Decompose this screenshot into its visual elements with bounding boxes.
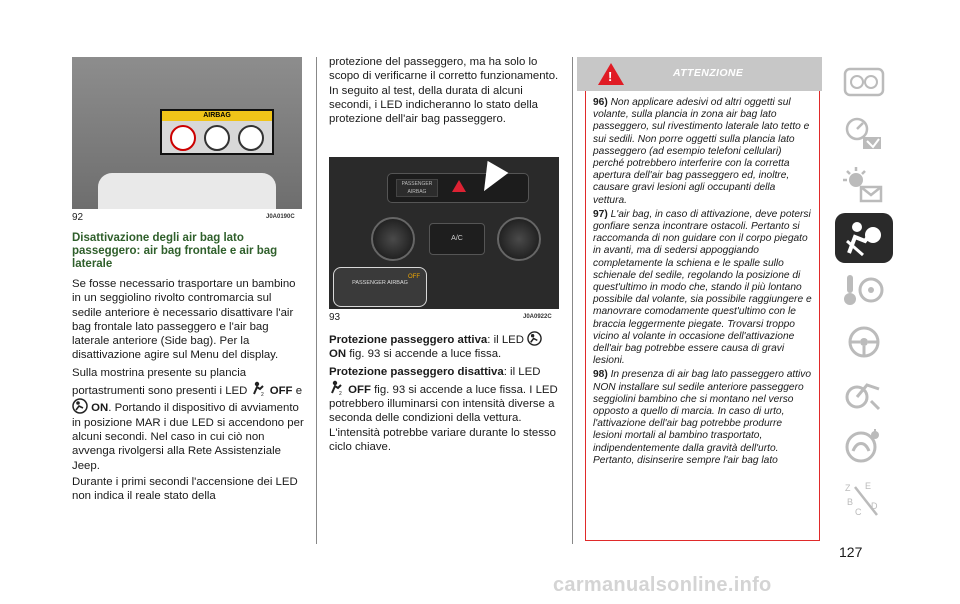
column-divider [572, 57, 573, 544]
paragraph-3: Durante i primi secondi l'accensione dei LED non indica il reale stato della [72, 475, 298, 503]
safety-icon [843, 219, 885, 257]
figure-92-code: J0A0190C [266, 214, 295, 220]
instrument-icon [843, 115, 885, 153]
fan-knob [371, 217, 415, 261]
figure-92-number: 92 [72, 212, 84, 223]
lights-icon [843, 167, 885, 205]
manual-icon [204, 125, 230, 151]
column-divider [316, 57, 317, 544]
tab-service[interactable] [835, 265, 893, 315]
tab-safety[interactable] [835, 213, 893, 263]
attention-box [585, 91, 820, 541]
section-heading: Disattivazione degli air bag lato passeggero: air bag frontale e air bag laterale [72, 232, 278, 270]
svg-text:D: D [871, 501, 878, 511]
attention-item: 97) L'air bag, in caso di attivazione, deve potersi gonfiare senza incontrare ostacoli. Pertanto si raccomanda di non guidare con il corpo piegato in avanti, ma di sedersi appoggiando completamente la schiena e le spalle sullo schienale del sedile, regolando la posizione di quest'ultimo in modo che, stando il più lontano possibile dal volante, sia possibile raggiungere e manovrare comodamente quest'ultimo con le braccia leggermente piegate. Trovarsi troppo vicino al volante in occasione dell'attivazione dell'air bag potrebbe essere causa di gravi lesioni. [593, 208, 812, 367]
hazard-icon [452, 180, 466, 192]
protection-on-text: Protezione passeggero attiva: il LED ON fig. 93 si accende a luce fissa. [329, 331, 561, 362]
figure-93-number: 93 [329, 312, 341, 323]
protection-off-text: Protezione passeggero disattiva: il LED 2 OFF fig. 93 si accende a luce fissa. I LED potrebbero illuminarsi con intensità diverse a seconda delle condizioni della vettura. L'intensità potrebbe variare durante lo stesso ciclo chiave. [329, 365, 558, 454]
ac-button: A/C [429, 223, 485, 255]
svg-text:2: 2 [260, 392, 264, 397]
page-number: 127 [839, 544, 863, 560]
attention-item: 98) In presenza di air bag lato passeggero attivo NON installare sul sedile anteriore passeggero seggiolini bambino che si montano nel verso opposto a quello di marcia. In caso di urto, l'attivazione dell'air bag potrebbe produrre lesioni mortali al bambino trasportato, indipendentemente dalla gravità dell'urto. Pertanto, disinserire sempre l'air bag lato [593, 369, 812, 466]
tab-index[interactable] [835, 473, 893, 523]
middle-top-text: protezione del passeggero, ma ha solo lo scopo di verificarne il corretto funzionamento. In seguito al test, della durata di alcuni secondi, i LED indicheranno lo stato della protezione dell'air bag passeggero. [329, 56, 559, 126]
left-column-text [72, 277, 304, 503]
airbag-off-led-icon [329, 379, 345, 395]
service-icon [843, 271, 885, 309]
led-inset-detail: PASSENGER AIRBAG OFF [333, 267, 427, 307]
child-seat-icon [238, 125, 264, 151]
child-seat-prohibited-icon [170, 125, 196, 151]
tab-emergency[interactable] [835, 369, 893, 419]
tab-multimedia[interactable] [835, 421, 893, 471]
attention-title: ATTENZIONE [673, 67, 744, 79]
tab-steering[interactable] [835, 317, 893, 367]
svg-text:2: 2 [339, 390, 342, 395]
attention-header [577, 57, 822, 91]
dashboard-icon [843, 63, 885, 101]
tab-instruments[interactable] [835, 109, 893, 159]
svg-text:C: C [855, 507, 862, 517]
steering-icon [843, 323, 885, 361]
figure-93-code: J0A0922C [523, 314, 552, 320]
tab-lights[interactable] [835, 161, 893, 211]
airbag-on-led-icon [527, 331, 542, 346]
airbag-on-led-icon [72, 398, 88, 414]
led-description [329, 331, 561, 454]
airbag-label-header: AIRBAG [162, 111, 272, 121]
attention-item: 96) Non applicare adesivi od altri oggetti sul volante, sulla plancia in zona air bag lato passeggero, sul rivestimento laterale lato tetto e sui sedili. Non porre oggetti sulla plancia lato passeggero (ad esempio telefoni cellulari) perché potrebbero interferire con la corretta apertura dell'air bag passeggero ed, inoltre, causare gravi lesioni agli occupanti della vettura. [593, 97, 810, 206]
temperature-knob [497, 217, 541, 261]
figure-93-dashboard-photo [329, 157, 559, 309]
airbag-warning-label [160, 109, 274, 155]
figure-92-sunvisor-photo [72, 57, 302, 209]
passenger-airbag-button: PASSENGER AIRBAG [396, 179, 438, 197]
svg-text:E: E [865, 481, 872, 491]
emergency-icon [843, 375, 885, 413]
switch-panel [387, 173, 529, 203]
multimedia-icon [843, 427, 885, 465]
airbag-off-led-icon [251, 380, 267, 396]
svg-text:B: B [847, 497, 854, 507]
paragraph-1: Se fosse necessario trasportare un bambino in un seggiolino rivolto contromarcia sul sedile anteriore è necessario disattivare l'air bag frontale lato passeggero e l'air bag laterale anteriore (Side bag). Per la disattivazione agire sul Menu del display. [72, 278, 296, 362]
index-icon [843, 479, 885, 517]
paragraph-2: Sulla mostrina presente su plancia portastrumenti sono presenti i LED 2 OFF e ON. Portando il dispositivo di avviamento in posizione MAR i due LED si accendono per alcuni secondi. Nel caso in cui ciò non avvenga rivolgersi alla Rete Assistenziale Jeep. [72, 366, 304, 472]
svg-text:Z: Z [845, 483, 851, 493]
tab-dashboard[interactable] [835, 57, 893, 107]
exclamation-icon: ! [608, 69, 613, 84]
vanity-mirror [98, 173, 276, 209]
watermark-text: carmanualsonline.info [553, 574, 772, 596]
